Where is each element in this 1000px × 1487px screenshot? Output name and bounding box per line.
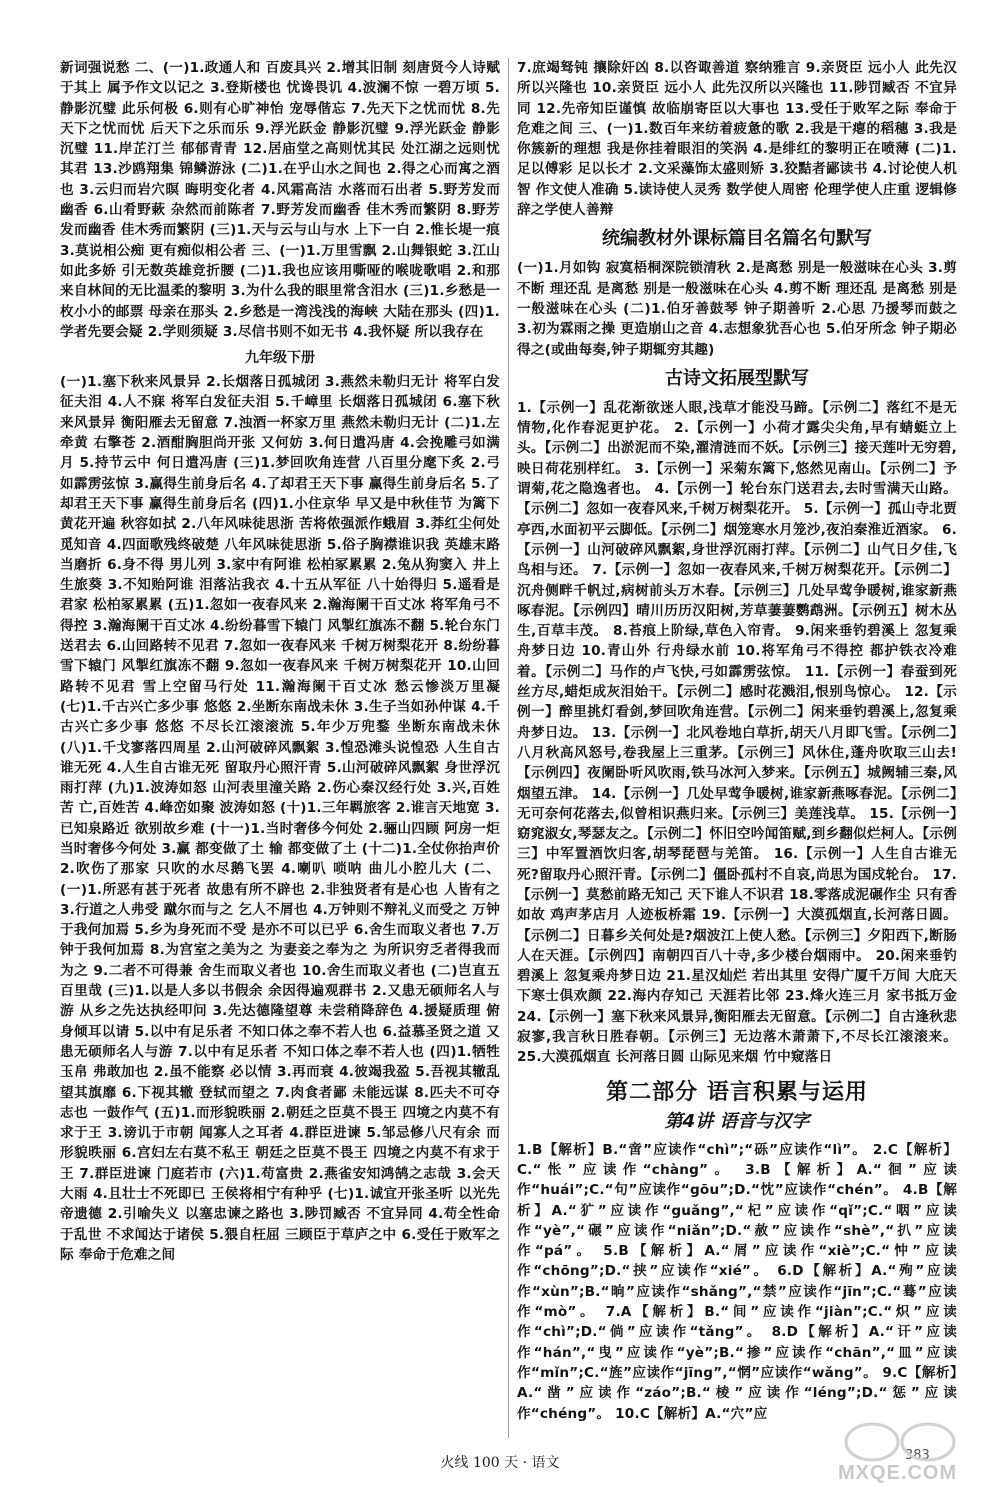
grade9-part2-heading: 九年级下册 xyxy=(245,350,315,367)
part-two-title: 第二部分 语言积累与运用 xyxy=(606,1079,868,1105)
left-paragraph-1: 新词强说愁 二、(一)1.政通人和 百废具兴 2.增其旧制 刻唐贤今人诗赋于其上 属予作文以记之 3.登斯楼也 忧谗畏讥 4.波澜不惊 一碧万顷 5.静影沉璧 此乐何极 6.则有心旷神怡 宠辱偕忘 7.先天下之忧而忧 8.先天下之忧而忧 后天下之乐而乐 9.浮光跃金 静影沉璧 9.浮光跃金 静影沉璧 11.岸芷汀兰 郁郁青青 12.居庙堂之高则忧其民 处江湖之远则忧其君 13.沙鸥翔集 锦鳞游泳 (二)1.在乎山水之间也 2.得之心而寓之酒也 3.云归而岩穴暝 晦明变化者 4.风霜高洁 水落而石出者 5.野芳发而幽香 6.山肴野蔌 杂然而前陈者 7.野芳发而幽香 佳木秀而繁阴 8.野芳发而幽香 佳木秀而繁阴 (三)1.天与云与山与水 上下一白 2.惟长堤一痕 3.莫说相公痴 更有痴似相公者 三、(一)1.万里雪飘 2.山舞银蛇 3.江山如此多娇 引无数英雄竞折腰 (二)1.我也应该用嘶哑的喉咙歌唱 2.和那来自林间的无比温柔的黎明 3.为什么我的眼里常含泪水 (三)1.乡愁是一枚小小的邮票 母亲在那头 2.乡愁是一湾浅浅的海峡 大陆在那头 (四)1.学者先要会疑 2.学则须疑 3.尽信书则不如无书 4.我怀疑 所以我存在 xyxy=(60,60,500,340)
footer-book-title: 火线 100 天 · 语文 xyxy=(440,1455,560,1471)
right-paragraph-4: 1.B【解析】B.“啻”应读作“chì”;“砾”应读作“lì”。 2.C【解析】C.“怅”应读作“chàng”。 3.B【解析】A.“徊”应读作“huái”;C.“句”应读作“gōu”;D.“忱”应读作“chén”。 4.B【解析】A.“犷”应读作“guǎng”,“杞”应读作“qǐ”;C.“咽”应读作“yè”,“碾”应读作“niǎn”;D.“赦”应读作“shè”,“扒”应读作“pá”。 5.B【解析】A.“屑”应读作“xiè”;C.“忡”应读作“chōng”;D.“挟”应读作“xié”。 6.D【解析】A.“殉”应读作“xùn”;B.“晌”应读作“shǎng”,“禁”应读作“jīn”;C.“蓦”应读作“mò”。 7.A【解析】B.“间”应读作“jiàn”;C.“炽”应读作“chì”;D.“倘”应读作“tǎng”。 8.D【解析】A.“讦”应读作“hán”,“曳”应读作“yè”;B.“掺”应读作“chān”,“皿”应读作“mǐn”;C.“旌”应读作“jīng”,“惘”应读作“wǎng”。 9.C【解析】A.“凿”应读作“záo”;B.“棱”应读作“léng”;D.“惩”应读作“chéng”。 10.C【解析】A.“穴”应 xyxy=(517,1141,957,1422)
watermark-text: MXQE.COM xyxy=(838,1462,958,1484)
column-divider xyxy=(508,58,509,1438)
right-paragraph-1: 7.庶竭驽钝 攘除奸凶 8.以咨诹善道 察纳雅言 9.亲贤臣 远小人 此先汉所以兴隆也 10.亲贤臣 远小人 此先汉所以兴隆也 11.陟罚臧否 不宜异同 12.先帝知臣谨慎 故临崩寄臣以大事也 13.受任于败军之际 奉命于危难之间 三、(一)1.数百年来纺着疲惫的歌 2.我是干瘪的稻穗 3.我是你簇新的理想 我是你挂着眼泪的笑涡 4.是绯红的黎明正在喷薄 (二)1.足以傅彩 足以长才 2.文采藻饰太盛则矫 3.狡黠者鄙读书 4.讨论使人机智 作文使人准确 5.读诗使人灵秀 数学使人周密 伦理学使人庄重 逻辑修辞之学使人善辩 xyxy=(517,60,957,219)
section-title-extended-dictation: 古诗文拓展型默写 xyxy=(665,367,809,389)
left-column xyxy=(60,58,500,1438)
right-paragraph-3: 1.【示例一】乱花渐欲迷人眼,浅草才能没马蹄。【示例二】落红不是无情物,化作春泥更护花。 2.【示例一】小荷才露尖尖角,早有蜻蜓立上头。【示例二】出淤泥而不染,濯清涟而不妖。【示例三】接天莲叶无穷碧,映日荷花别样红。 3.【示例一】采菊东篱下,悠然见南山。【示例二】予谓菊,花之隐逸者也。 4.【示例一】轮台东门送君去,去时雪满天山路。【示例二】忽如一夜春风来,千树万树梨花开。 5.【示例一】孤山寺北贾亭西,水面初平云脚低。【示例二】烟笼寒水月笼沙,夜泊秦淮近酒家。 6.【示例一】山河破碎风飘絮,身世浮沉雨打萍。【示例二】山气日夕佳,飞鸟相与还。 7.【示例一】忽如一夜春风来,千树万树梨花开。【示例二】沉舟侧畔千帆过,病树前头万木春。【示例三】几处早莺争暖树,谁家新燕啄春泥。【示例四】晴川历历汉阳树,芳草萋萋鹦鹉洲。【示例五】树木丛生,百草丰茂。 8.苔痕上阶绿,草色入帘青。 9.闲来垂钓碧溪上 忽复乘舟梦日边 10.青山外 行舟绿水前 10.将军角弓不得控 都护铁衣冷难着。【示例二】马作的卢飞快,弓如霹雳弦惊。 11.【示例一】春蚕到死丝方尽,蜡炬成灰泪始干。【示例二】感时花溅泪,恨别鸟惊心。 12.【示例一】醉里挑灯看剑,梦回吹角连营。【示例二】闲来垂钓碧溪上,忽复乘舟梦日边。 13.【示例一】北风卷地白草折,胡天八月即飞雪。【示例二】八月秋高风怒号,卷我屋上三重茅。【示例三】风休住,蓬舟吹取三山去!【示例四】夜阑卧听风吹雨,铁马冰河入梦来。【示例五】城阙辅三秦,风烟望五津。 14.【示例一】几处早莺争暖树,谁家新燕啄春泥。【示例二】无可奈何花落去,似曾相识燕归来。【示例三】美莲浅草。 15.【示例一】窈窕淑女,琴瑟友之。【示例二】怀旧空吟闻笛赋,到乡翻似烂柯人。【示例三】中军置酒饮归客,胡琴琵琶与羌笛。 16.【示例一】人生自古谁无死?留取丹心照汗青。【示例二】僵卧孤村不自哀,尚思为国戍轮台。 17.【示例一】莫愁前路无知己 天下谁人不识君 18.零落成泥碾作尘 只有香如故 鸡声茅店月 人迹板桥霜 19.【示例一】大漠孤烟直,长河落日圆。【示例二】日暮乡关何处是?烟波江上使人愁。【示例三】夕阳西下,断肠人在天涯。【示例四】南朝四百八十寺,多少楼台烟雨中。 20.闲来垂钓碧溪上 忽复乘舟梦日边 21.星汉灿烂 若出其里 安得广厦千万间 大庇天下寒士俱欢颜 22.海内存知己 天涯若比邻 23.烽火连三月 家书抵万金 24.【示例一】塞下秋来风景异,衡阳雁去无留意。【示例二】自古逢秋悲寂寥,我言秋日胜春朝。【示例三】无边落木萧萧下,不尽长江滚滚来。 25.大漠孤烟直 长河落日圆 山际见来烟 竹中窥落日 xyxy=(517,399,957,1066)
page-number: 383 xyxy=(905,1448,930,1463)
right-column xyxy=(517,58,957,1438)
lecture-4-title: 第4讲 语音与汉字 xyxy=(664,1110,810,1132)
right-paragraph-2: (一)1.月如钩 寂寞梧桐深院锁清秋 2.是离愁 别是一般滋味在心头 3.剪不断 理还乱 是离愁 别是一般滋味在心头 4.剪不断 理还乱 是离愁 别是一般滋味在心头 (二)1.伯牙善鼓琴 钟子期善听 2.心思 乃援琴而鼓之 3.初为霖雨之操 更造崩山之音 4.志想象犹吾心也 5.伯牙所念 钟子期必得之(或曲每奏,钟子期辄穷其趣) xyxy=(517,260,957,358)
left-paragraph-2: (一)1.塞下秋来风景异 2.长烟落日孤城闭 3.燕然未勒归无计 将军白发征夫泪 4.人不寐 将军白发征夫泪 5.千嶂里 长烟落日孤城闭 6.塞下秋来风景异 衡阳雁去无留意 7.浊酒一杯家万里 燕然未勒归无计 (二)1.左牵黄 右擎苍 2.酒酣胸胆尚开张 又何妨 3.何日遣冯唐 4.会挽雕弓如满月 5.持节云中 何日遣冯唐 (三)1.梦回吹角连营 八百里分麾下炙 2.弓如霹雳弦惊 3.赢得生前身后名 4.了却君王天下事 赢得生前身后名 5.了却君王天下事 赢得生前身后名 (四)1.小住京华 早又是中秋佳节 为篱下黄花开遍 秋容如拭 2.八年风味徒思浙 苦将侬强派作蛾眉 3.莽红尘何处觅知音 4.四面歌残终破楚 八年风味徒思浙 5.俗子胸襟谁识我 英雄末路当磨折 6.身不得 男儿列 3.家中有阿谁 松柏冢累累 2.兔从狗窦入 井上生旅葵 3.不知贻阿谁 泪落沾我衣 4.十五从军征 八十始得归 5.遥看是君家 松柏冢累累 (五)1.忽如一夜春风来 2.瀚海阑干百丈冰 将军角弓不得控 3.瀚海阑干百丈冰 4.纷纷暮雪下辕门 风掣红旗冻不翻 5.轮台东门送君去 6.山回路转不见君 7.忽如一夜春风来 千树万树梨花开 8.纷纷暮雪下辕门 风掣红旗冻不翻 9.忽如一夜春风来 千树万树梨花开 10.山回路转不见君 雪上空留马行处 11.瀚海阑干百丈冰 愁云惨淡万里凝 (七)1.千古兴亡多少事 悠悠 2.坐断东南战未休 3.生子当如孙仲谋 4.千古兴亡多少事 悠悠 不尽长江滚滚流 5.年少万兜鍪 坐断东南战未休 (八)1.千戈寥落四周星 2.山河破碎风飘絮 3.惶恐滩头说惶恐 人生自古谁无死 4.人生自古谁无死 留取丹心照汗青 5.山河破碎风飘絮 身世浮沉雨打萍 (九)1.波涛如怒 山河表里潼关路 2.伤心秦汉经行处 3.兴,百姓苦 亡,百姓苦 4.峰峦如聚 波涛如怒 (十)1.三年羁旅客 2.谁言天地宽 3.已知泉路近 欲别故乡难 (十一)1.当时奢侈今何处 2.骊山四顾 阿房一炬 当时奢侈今何处 3.赢 都变做了土 输 都变做了土 (十二)1.全仗你抬声价 2.吹伤了那家 只吹的水尽鹅飞罢 4.喇叭 唢呐 曲儿小腔儿大 (二、(一)1.所恶有甚于死者 故患有所不辟也 2.非独贤者有是心也 人皆有之 3.行道之人弗受 蹴尔而与之 乞人不屑也 4.万钟则不辩礼义而受之 万钟于我何加焉 5.乡为身死而不受 是亦不可以已乎 6.舍生而取义者也 7.万钟于我何加焉 8.为宫室之美为之 为妻妾之奉为之 为所识穷乏者得我而为之 9.二者不可得兼 舍生而取义者也 10.舍生而取义者也 (二)岂直五百里哉 (三)1.以是人多以书假余 余因得遍观群书 2.又患无硕师名人与游 从乡之先达执经叩问 3.先达德隆望尊 未尝稍降辞色 4.援疑质理 俯身倾耳以请 5.以中有足乐者 不知口体之奉不若人也 6.益慕圣贤之道 又患无硕师名人与游 7.以中有足乐者 不知口体之奉不若人也 (四)1.牺牲玉帛 弗敢加也 2.虽不能察 必以情 3.再而衰 4.彼竭我盈 5.吾视其辙乱 望其旗靡 6.下视其辙 登轼而望之 7.肉食者鄙 未能远谋 8.匹夫不可夺志也 一鼓作气 (五)1.而形貌昳丽 2.朝廷之臣莫不畏王 四境之内莫不有求于王 3.谤讥于市朝 闻寡人之耳者 4.群臣进谏 5.邹忌修八尺有余 而形貌昳丽 6.宫妇左右莫不私王 朝廷之臣莫不畏王 四境之内莫不有求于王 7.群臣进谏 门庭若市 (六)1.苟富贵 2.燕雀安知鸿鹄之志哉 3.会天大雨 4.且壮士不死即已 王侯将相宁有种乎 (七)1.诚宜开张圣听 以光先帝遗德 2.引喻失义 以塞忠谏之路也 3.陟罚臧否 不宜异同 4.苟全性命于乱世 不求闻达于诸侯 5.猥自枉屈 三顾臣于草庐之中 6.受任于败军之际 奉命于危难之间 xyxy=(60,374,500,1263)
section-title-extracurricular: 统编教材外课标篇目名篇名句默写 xyxy=(602,228,872,250)
two-column-body xyxy=(60,58,958,1438)
